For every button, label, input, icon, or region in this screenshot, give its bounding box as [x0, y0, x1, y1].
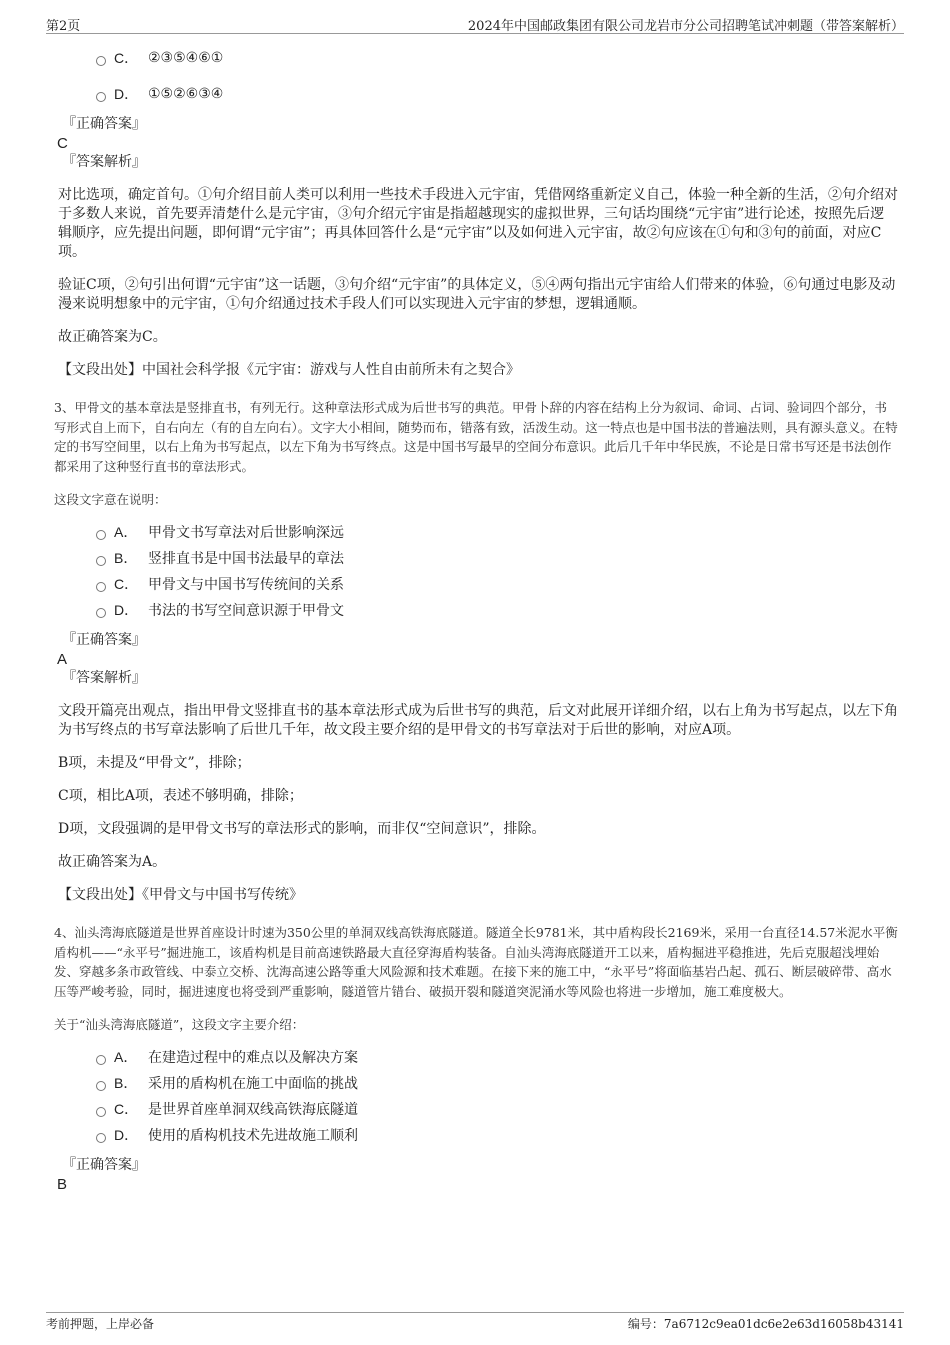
page-footer [46, 1312, 904, 1331]
option-d[interactable]: D． 书法的书写空间意识源于甲骨文 [58, 597, 898, 623]
radio-icon[interactable] [96, 582, 106, 592]
q2-options [58, 45, 898, 107]
source-citation: 【文段出处】《甲骨文与中国书写传统》 [58, 887, 303, 903]
question-text: 3、甲骨文的基本章法是竖排直书，有列无行。这种章法形式成为后世书写的典范。甲骨卜辞的内容在结构上分为叙词、命词、占词、验词四个部分，书写形式自上而下，自右向左（有的自左向右）。文字大小相间，随势而布，错落有致，活泼生动。这一特点也是中国书法的普遍法则，具有源头意义。在特定的书写空间里，以右上角为书写起点，以左下角为书写终点。这是中国书写最早的空间分布意识。此后几千年中华民族，不论是日常书写还是书法创作都采用了这种竖行直书的章法形式。 [54, 400, 898, 474]
answer-label: 『正确答案』 [62, 632, 146, 648]
page-number: 第2页 [46, 19, 81, 34]
answer-label: 『正确答案』 [62, 116, 146, 132]
analysis-label: 『答案解析』 [62, 154, 146, 170]
analysis-label: 『答案解析』 [62, 670, 146, 686]
radio-icon[interactable] [96, 556, 106, 566]
radio-icon[interactable] [96, 608, 106, 618]
analysis-paragraph: 验证C项，②句引出何谓“元宇宙”这一话题，③句介绍“元宇宙”的具体定义，⑤④两句指出元宇宙给人们带来的体验，⑥句通过电影及动漫来说明想象中的元宇宙，①句介绍通过技术手段人们可以实现进入元宇宙的梦想，逻辑通顺。 [58, 277, 896, 312]
option-c[interactable]: C． 是世界首座单洞双线高铁海底隧道 [58, 1096, 898, 1122]
option-d[interactable]: D． 使用的盾构机技术先进故施工顺利 [58, 1122, 898, 1148]
analysis-paragraph: 故正确答案为A。 [58, 854, 167, 870]
radio-icon[interactable] [96, 1133, 106, 1143]
footer-slogan: 考前押题，上岸必备 [46, 1317, 155, 1331]
radio-icon[interactable] [96, 56, 106, 66]
analysis-paragraph: D项，文段强调的是甲骨文书写的章法形式的影响，而非仅“空间意识”，排除。 [58, 821, 546, 837]
option-b[interactable]: B． 竖排直书是中国书法最早的章法 [58, 545, 898, 571]
document-content [54, 44, 898, 1194]
radio-icon[interactable] [96, 1107, 106, 1117]
radio-icon[interactable] [96, 1055, 106, 1065]
answer-label: 『正确答案』 [62, 1157, 146, 1173]
analysis-paragraph: C项，相比A项，表述不够明确，排除； [58, 788, 303, 804]
question-prompt: 关于“汕头湾海底隧道”，这段文字主要介绍： [54, 1017, 305, 1032]
option-d[interactable]: D． ①⑤②⑥③④ [58, 81, 898, 107]
analysis-paragraph: 对比选项，确定首句。①句介绍目前人类可以利用一些技术手段进入元宇宙，凭借网络重新定义自己，体验一种全新的生活，②句介绍对于多数人来说，首先要弄清楚什么是元宇宙，③句介绍元宇宙是指超越现实的虚拟世界，三句话均围绕“元宇宙”进行论述，按照先后逻辑顺序，应先提出问题，即何谓“元宇宙”；再具体回答什么是“元宇宙”以及如何进入元宇宙，故②句应该在①句和③句的前面，对应C项。 [58, 187, 898, 260]
answer-value: C [57, 135, 68, 152]
document-id: 编号：7a6712c9ea01dc6e2e63d16058b43141 [627, 1317, 904, 1331]
option-c[interactable]: C． ②③⑤④⑥① [58, 45, 898, 71]
option-a[interactable]: A． 在建造过程中的难点以及解决方案 [58, 1044, 898, 1070]
option-b[interactable]: B． 采用的盾构机在施工中面临的挑战 [58, 1070, 898, 1096]
q4-options [58, 1044, 898, 1148]
radio-icon[interactable] [96, 1081, 106, 1091]
question-prompt: 这段文字意在说明： [54, 492, 167, 507]
page-header [46, 14, 904, 34]
radio-icon[interactable] [96, 92, 106, 102]
source-citation: 【文段出处】中国社会科学报《元宇宙：游戏与人性自由前所未有之契合》 [58, 362, 520, 378]
analysis-paragraph: B项，未提及“甲骨文”，排除； [58, 755, 251, 771]
radio-icon[interactable] [96, 530, 106, 540]
answer-value: B [57, 1176, 68, 1193]
option-a[interactable]: A． 甲骨文书写章法对后世影响深远 [58, 519, 898, 545]
document-title: 2024年中国邮政集团有限公司龙岩市分公司招聘笔试冲刺题（带答案解析） [467, 19, 904, 34]
option-c[interactable]: C． 甲骨文与中国书写传统间的关系 [58, 571, 898, 597]
q3-options [58, 519, 898, 623]
answer-value: A [57, 651, 68, 668]
analysis-paragraph: 故正确答案为C。 [58, 329, 167, 345]
analysis-paragraph: 文段开篇亮出观点，指出甲骨文竖排直书的基本章法形式成为后世书写的典范，后文对此展开详细介绍，以右上角为书写起点，以左下角为书写终点的书写章法影响了后世几千年，故文段主要介绍的是甲骨文的书写章法对于后世的影响，对应A项。 [58, 703, 898, 738]
question-text: 4、汕头湾海底隧道是世界首座设计时速为350公里的单洞双线高铁海底隧道。隧道全长9781米，其中盾构段长2169米，采用一台直径14.57米泥水平衡盾构机——“永平号”掘进施工，该盾构机是目前高速铁路最大直径穿海盾构装备。自汕头湾海底隧道开工以来，盾构掘进平稳推进，先后克服超浅埋始发、穿越多条市政管线、中泰立交桥、沈海高速公路等重大风险源和技术难题。在接下来的施工中，“永平号”将面临基岩凸起、孤石、断层破碎带、高水压等严峻考验，同时，掘进速度也将受到严重影响，隧道管片错台、破损开裂和隧道突泥涌水等风险也将进一步增加，施工难度极大。 [54, 925, 898, 999]
